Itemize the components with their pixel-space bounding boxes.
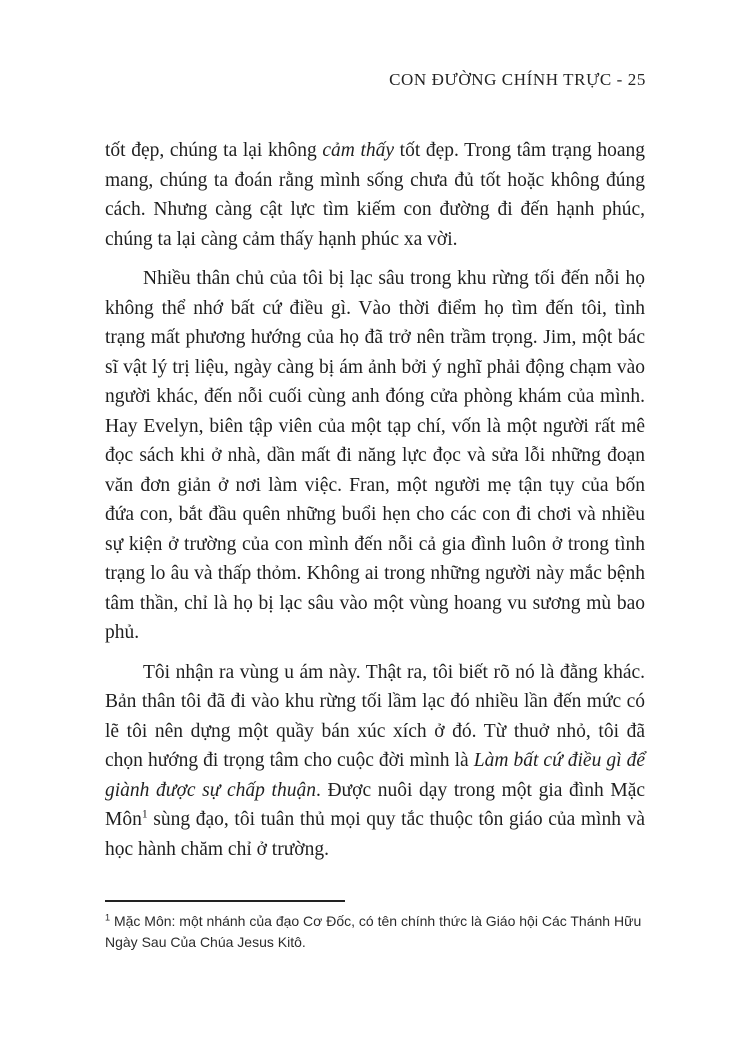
page-body <box>105 136 645 874</box>
footnote-text: Mặc Môn: một nhánh của đạo Cơ Đốc, có tên chính thức là Giáo hội Các Thánh Hữu Ngày Sau Của Chúa Jesus Kitô. <box>105 913 642 950</box>
footnote-marker: 1 <box>105 912 111 923</box>
footnote-area <box>105 900 645 953</box>
footnote-divider <box>105 900 345 902</box>
italic-segment: cảm thấy <box>322 140 395 161</box>
text-segment: tốt đẹp. Trong tâm trạng hoang mang, chúng ta đoán rằng mình sống chưa đủ tốt hoặc không đúng cách. Nhưng càng cật lực tìm kiếm con đường đi đến hạnh phúc, chúng ta lại càng cảm thấy hạnh phúc xa vời. <box>105 140 645 250</box>
footnote <box>105 911 645 953</box>
text-segment: sùng đạo, tôi tuân thủ mọi quy tắc thuộc tôn giáo của mình và học hành chăm chỉ ở trường. <box>105 809 645 860</box>
text-segment: Nhiều thân chủ của tôi bị lạc sâu trong khu rừng tối đến nỗi họ không thể nhớ bất cứ điều gì. Vào thời điểm họ tìm đến tôi, tình trạng mất phương hướng của họ đã trở nên trầm trọng. Jim, một bác sĩ vật lý trị liệu, ngày càng bị ám ảnh bởi ý nghĩ phải động chạm vào người khác, đến nỗi cuối cùng anh đóng cửa phòng khám của mình. Hay Evelyn, biên tập viên của một tạp chí, vốn là một người rất mê đọc sách khi ở nhà, dần mất đi năng lực đọc và sửa lỗi những đoạn văn đơn giản ở nơi làm việc. Fran, một người mẹ tận tụy của bốn đứa con, bắt đầu quên những buổi hẹn cho các con đi chơi và nhiều sự kiện ở trường của con mình đến nỗi cả gia đình luôn ở trong tình trạng lo âu và thấp thỏm. Không ai trong những người này mắc bệnh tâm thần, chỉ là họ bị lạc sâu vào một vùng hoang vu sương mù bao phủ. <box>105 268 645 643</box>
running-header: CON ĐƯỜNG CHÍNH TRỰC - 25 <box>389 70 646 89</box>
text-segment: . Được nuôi dạy trong một gia đình Mặc Môn <box>105 779 646 830</box>
footnote-reference: 1 <box>141 807 148 821</box>
paragraph <box>105 136 645 254</box>
italic-segment: Làm bất cứ điều gì để giành được sự chấp thuận <box>105 750 645 801</box>
paragraph <box>105 658 645 865</box>
text-segment: tốt đẹp, chúng ta lại không <box>105 140 323 161</box>
text-segment: Tôi nhận ra vùng u ám này. Thật ra, tôi biết rõ nó là đằng khác. Bản thân tôi đã đi vào khu rừng tối lầm lạc đó nhiều lần đến mức có lẽ tôi nên dựng một quầy bán xúc xích ở đó. Từ thuở nhỏ, tôi đã chọn hướng đi trọng tâm cho cuộc đời mình là <box>105 661 645 771</box>
paragraph <box>105 264 645 648</box>
